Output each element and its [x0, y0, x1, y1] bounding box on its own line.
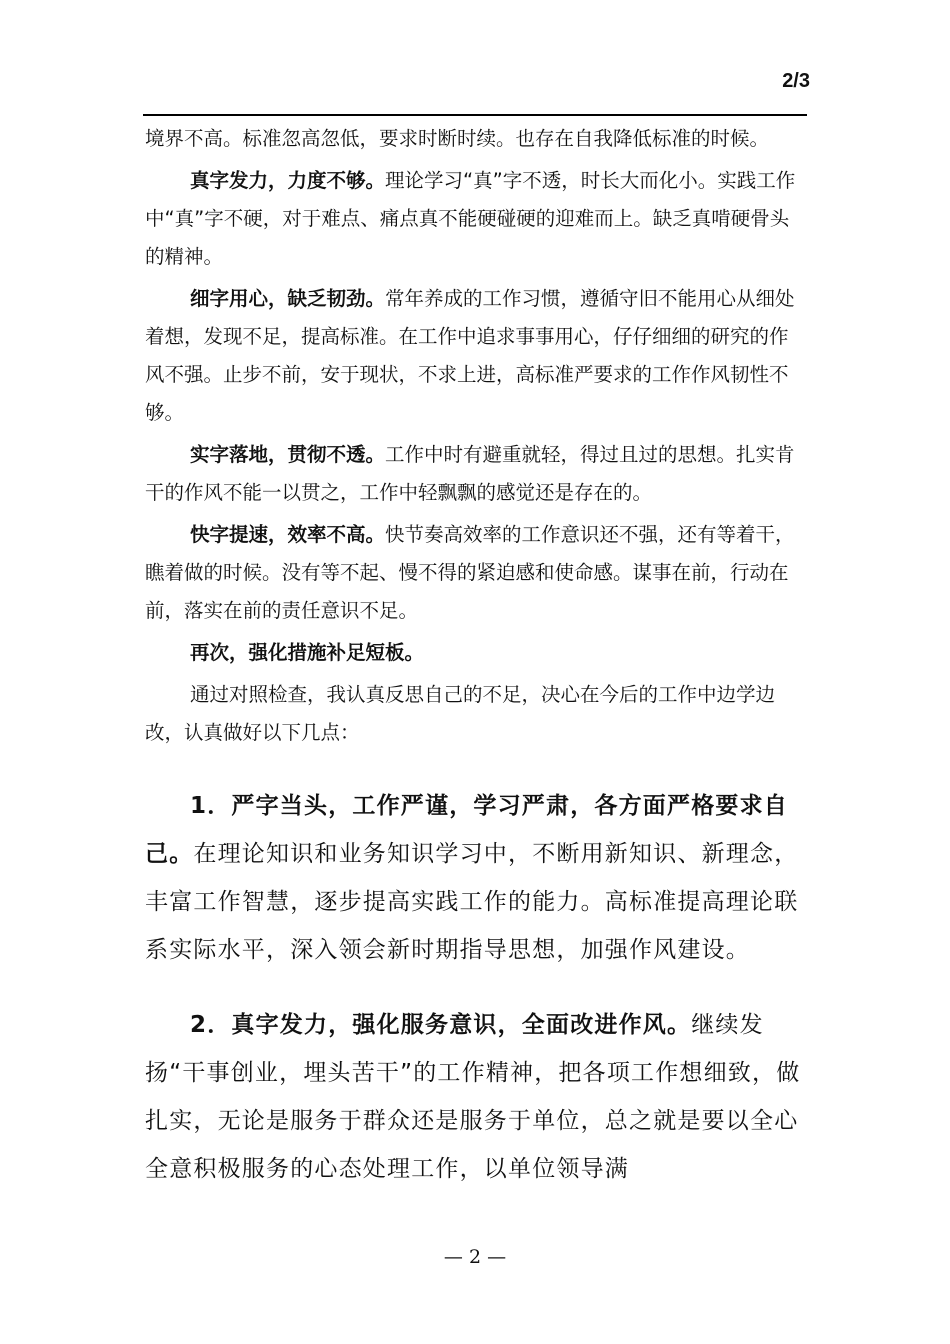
paragraph-lead: 实字落地，贯彻不透。 — [190, 443, 386, 466]
list-item-2 — [145, 1001, 807, 1193]
paragraph-text: 工作中时有避重就轻，得过且过的思想。扎实肯干的作风不能一以贯之，工作中轻飘飘的感觉还是存在的。 — [145, 443, 795, 504]
paragraph-text: 理论学习“真”字不透，时长大而化小。实践工作中“真”字不硬，对于难点、痛点真不能硬碰硬的迎难而上。缺乏真啃硬骨头的精神。 — [145, 169, 796, 268]
list-item-lead: 2．真字发力，强化服务意识，全面改进作风。 — [190, 1012, 692, 1038]
paragraph-text: 通过对照检查，我认真反思自己的不足，决心在今后的工作中边学边改，认真做好以下几点： — [145, 683, 776, 744]
paragraph-zhen — [145, 162, 807, 276]
document-body — [145, 120, 807, 1193]
paragraph-text: 快节奏高效率的工作意识还不强，还有等着干，瞧着做的时候。没有等不起、慢不得的紧迫感和使命感。谋事在前，行动在前，落实在前的责任意识不足。 — [145, 523, 795, 622]
list-item-text: 在理论知识和业务知识学习中，不断用新知识、新理念，丰富工作智慧，逐步提高实践工作的能力。高标准提高理论联系实际水平，深入领会新时期指导思想，加强作风建设。 — [145, 841, 799, 963]
paragraph-kuai — [145, 516, 807, 630]
paragraph-lead: 细字用心，缺乏韧劲。 — [190, 287, 386, 310]
paragraph-text: 境界不高。标准忽高忽低，要求时断时续。也存在自我降低标准的时候。 — [145, 127, 770, 150]
list-item-1 — [145, 782, 807, 974]
paragraph-shi — [145, 436, 807, 512]
paragraph-lead: 真字发力，力度不够。 — [190, 169, 386, 192]
footer-page-number: — 2 — — [443, 1246, 507, 1268]
paragraph-xi — [145, 280, 807, 432]
section-heading — [145, 634, 807, 672]
paragraph-text: 常年养成的工作习惯，遵循守旧不能用心从细处着想，发现不足，提高标准。在工作中追求事事用心，仔仔细细的研究的作风不强。止步不前，安于现状，不求上进，高标准严要求的工作作风韧性不够。 — [145, 287, 795, 424]
list-item-text: 继续发扬“干事创业，埋头苦干”的工作精神，把各项工作想细致，做扎实，无论是服务于群众还是服务于单位，总之就是要以全心全意积极服务的心态处理工作，以单位领导满 — [145, 1012, 801, 1182]
list-item-lead: 1．严字当头，工作严谨，学习严肃，各方面严格要求自己。 — [145, 793, 789, 867]
paragraph-intro — [145, 676, 807, 752]
heading-text: 再次，强化措施补足短板。 — [190, 641, 425, 664]
page-indicator: 2/3 — [782, 70, 810, 92]
paragraph-continued — [145, 120, 807, 158]
paragraph-lead: 快字提速，效率不高。 — [190, 523, 386, 546]
header-rule — [143, 114, 807, 116]
